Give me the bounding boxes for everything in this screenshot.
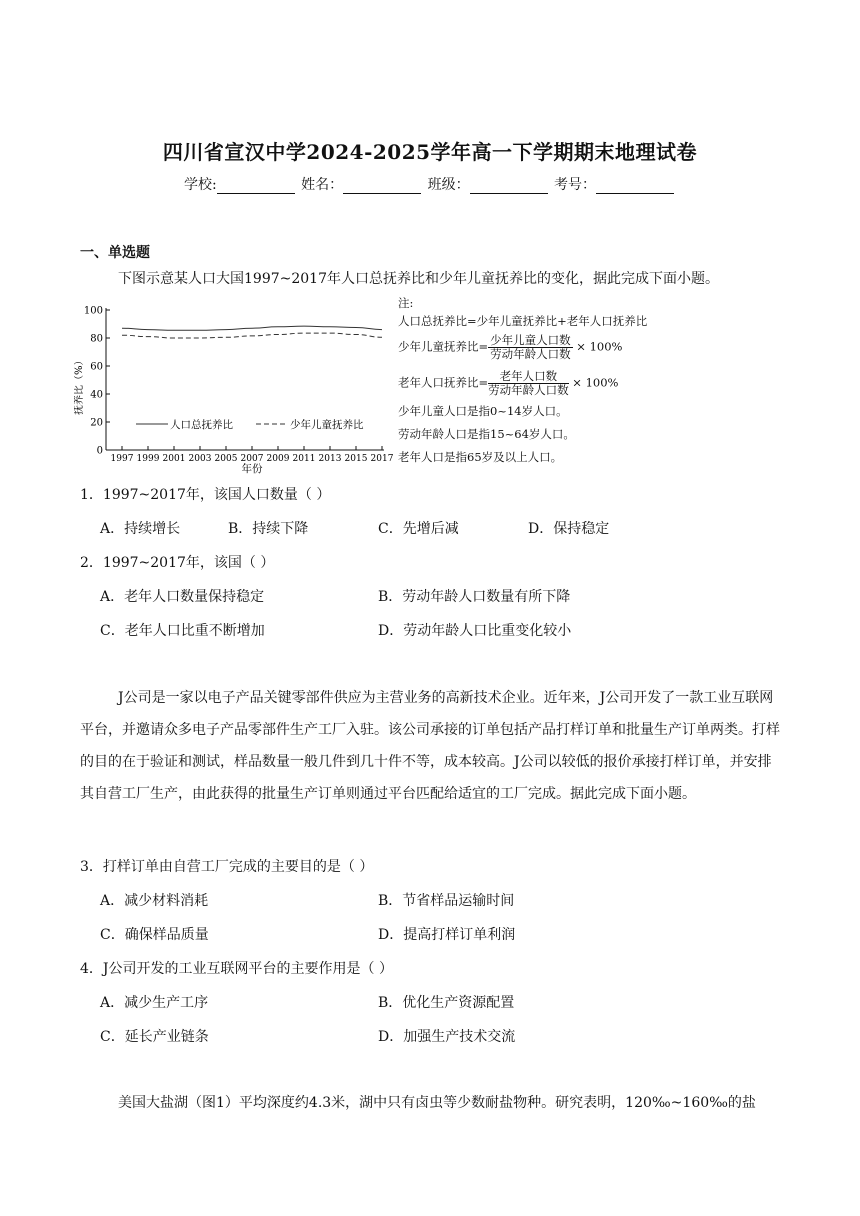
school-blank[interactable] <box>217 179 295 194</box>
notes-child-formula <box>398 334 622 361</box>
x-tick-label: 2011 <box>292 454 316 464</box>
y-tick-label: 20 <box>90 417 103 429</box>
legend-label-child: 少年儿童抚养比 <box>290 419 364 431</box>
legend-label-total: 人口总抚养比 <box>170 419 233 431</box>
q3-option-b[interactable]: B．节省样品运输时间 <box>378 893 515 909</box>
child-fraction <box>488 334 573 361</box>
x-tick-label: 2015 <box>344 454 368 464</box>
elder-formula-prefix: 老年人口抚养比= <box>398 375 489 390</box>
x-tick-label: 2013 <box>318 454 342 464</box>
exam-info-line <box>0 174 860 194</box>
chart-xlabel: 年份 <box>241 463 263 475</box>
q3-option-d[interactable]: D．提高打样订单利润 <box>378 927 516 943</box>
q4-option-b[interactable]: B．优化生产资源配置 <box>378 995 515 1011</box>
notes-elder-formula <box>398 370 618 397</box>
elder-fraction <box>488 370 569 397</box>
name-label: 姓名： <box>301 177 344 193</box>
intro-paragraph-2: J公司是一家以电子产品关键零部件供应为主营业务的高新技术企业。近年来，J公司开发了一款工业互联网平台，并邀请众多电子产品零部件生产工厂入驻。该公司承接的订单包括产品打样订单和批量生产订单两类。打样的目的在于验证和测试，样品数量一般几件到几十件不等，成本较高。J公司以较低的报价承接打样订单，并安排其自营工厂生产，由此获得的批量生产订单则通过平台匹配给适宜的工厂完成。据此完成下面小题。 <box>80 690 780 802</box>
x-tick-label: 2007 <box>240 454 264 464</box>
y-tick-label: 80 <box>90 333 103 345</box>
name-blank[interactable] <box>343 179 421 194</box>
page-title: 四川省宣汉中学2024-2025学年高一下学期期末地理试卷 <box>162 140 698 164</box>
chart-ylabel: 抚养比（%） <box>74 355 85 415</box>
q3-option-a[interactable]: A．减少材料消耗 <box>100 893 209 909</box>
x-tick-label: 2001 <box>162 454 186 464</box>
series-line-child <box>122 333 382 338</box>
class-label: 班级： <box>427 177 470 193</box>
q2-option-b[interactable]: B．劳动年龄人口数量有所下降 <box>378 589 571 605</box>
y-tick-label: 0 <box>96 445 103 457</box>
x-tick-label: 2017 <box>370 454 394 464</box>
q4-option-a[interactable]: A．减少生产工序 <box>100 995 209 1011</box>
elder-formula-suffix: × 100% <box>572 375 619 390</box>
x-tick-label: 2003 <box>188 454 212 464</box>
notes-line-5: 劳动年龄人口是指15~64岁人口。 <box>398 427 575 441</box>
question-4-stem: 4．J公司开发的工业互联网平台的主要作用是（ ） <box>80 961 393 977</box>
y-tick-label: 60 <box>90 361 103 373</box>
question-2-stem: 2．1997~2017年，该国（ ） <box>80 555 275 571</box>
elder-numerator: 老年人口数 <box>488 370 569 384</box>
q1-option-c[interactable]: C．先增后减 <box>378 521 459 537</box>
q3-option-c[interactable]: C．确保样品质量 <box>100 927 209 943</box>
notes-line-4: 少年儿童人口是指0~14岁人口。 <box>398 404 568 418</box>
q2-option-a[interactable]: A．老年人口数量保持稳定 <box>100 589 265 605</box>
series-line-total <box>122 326 382 330</box>
number-label: 考号： <box>554 177 597 193</box>
y-tick-label: 40 <box>90 389 103 401</box>
q2-option-d[interactable]: D．劳动年龄人口比重变化较小 <box>378 623 572 639</box>
q2-option-c[interactable]: C．老年人口比重不断增加 <box>100 623 265 639</box>
question-3-stem: 3．打样订单由自营工厂完成的主要目的是（ ） <box>80 859 374 875</box>
q1-option-d[interactable]: D．保持稳定 <box>528 521 610 537</box>
x-tick-label: 1997 <box>110 454 134 464</box>
intro-paragraph-3: 美国大盐湖（图1）平均深度约4.3米，湖中只有卤虫等少数耐盐物种。研究表明，120‰~160‰的盐 <box>118 1095 756 1111</box>
school-label: 学校: <box>183 177 217 193</box>
q1-option-a[interactable]: A．持续增长 <box>100 521 181 537</box>
section-heading: 一、单选题 <box>80 245 150 261</box>
dependency-ratio-chart <box>74 300 394 478</box>
class-blank[interactable] <box>470 179 548 194</box>
child-denominator: 劳动年龄人口数 <box>490 347 571 361</box>
child-formula-suffix: × 100% <box>576 339 623 354</box>
child-numerator: 少年儿童人口数 <box>490 333 571 347</box>
q1-option-b[interactable]: B．持续下降 <box>228 521 309 537</box>
q4-option-c[interactable]: C．延长产业链条 <box>100 1029 209 1045</box>
y-tick-label: 100 <box>83 305 103 317</box>
notes-label: 注: <box>398 296 414 310</box>
notes-line-1: 人口总抚养比=少年儿童抚养比+老年人口抚养比 <box>398 314 648 328</box>
x-tick-label: 2005 <box>214 454 238 464</box>
x-tick-label: 1999 <box>136 454 160 464</box>
elder-denominator: 劳动年龄人口数 <box>488 383 569 397</box>
child-formula-prefix: 少年儿童抚养比= <box>398 339 489 354</box>
number-blank[interactable] <box>596 179 674 194</box>
question-1-stem: 1．1997~2017年，该国人口数量（ ） <box>80 487 331 503</box>
q4-option-d[interactable]: D．加强生产技术交流 <box>378 1029 516 1045</box>
notes-line-6: 老年人口是指65岁及以上人口。 <box>398 450 563 464</box>
x-tick-label: 2009 <box>266 454 290 464</box>
intro-paragraph-1: 下图示意某人口大国1997~2017年人口总抚养比和少年儿童抚养比的变化，据此完成下面小题。 <box>118 271 719 287</box>
